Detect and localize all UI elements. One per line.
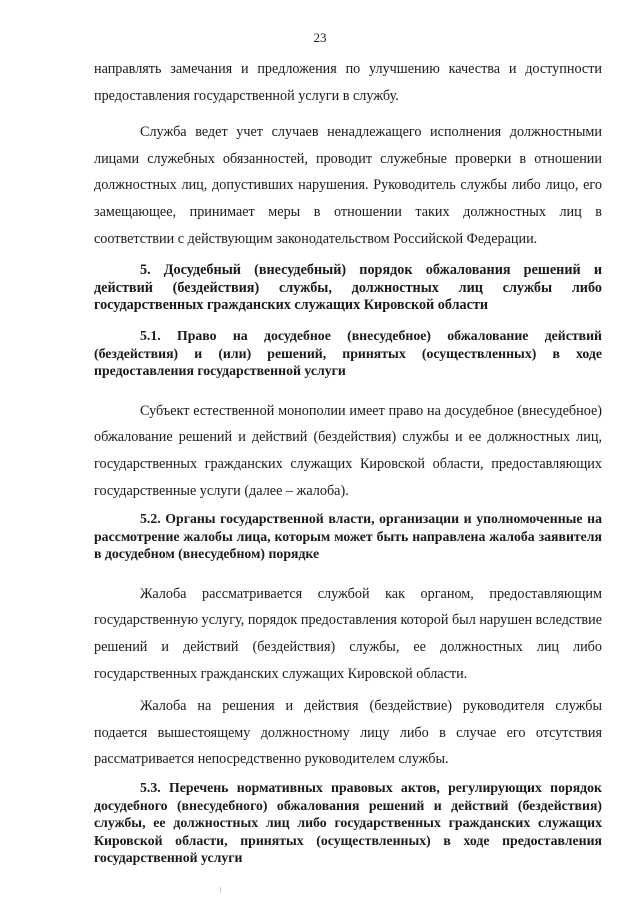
scan-artifact-mark [220,887,221,893]
subsection-heading-5-1: 5.1. Право на досудебное (внесудебное) обжалование действий (бездействия) и (или) решений, принятых (осуществленных) в ходе предоставления государственной услуги [94,327,602,379]
subsection-heading-5-2: 5.2. Органы государственной власти, организации и уполномоченные на рассмотрение жалобы лица, которым может быть направлена жалоба заявителя в досудебном (внесудебном) порядке [94,511,602,562]
paragraph-head-complaint: Жалоба на решения и действия (бездействие) руководителя службы подается вышестоящему должностному лицу либо в случае его отсутствия рассматривается непосредственно руководителем службы. [94,698,602,768]
paragraph-complaint-right: Субъект естественной монополии имеет право на досудебное (внесудебное) обжалование решений и действий (бездействия) службы и ее должностных лиц, государственных гражданских служащих Кировской области, предоставляющих государственные услуги (далее – жалоба). [94,402,602,499]
section-heading-5: 5. Досудебный (внесудебный) порядок обжалования решений и действий (бездействия) службы, должностных лиц службы либо государственных гражданских служащих Кировской области [94,262,602,314]
paragraph-service-accounting: Служба ведет учет случаев ненадлежащего исполнения должностными лицами служебных обязанностей, проводит служебные проверки в отношении должностных лиц, допустивших нарушения. Руководитель службы либо лицо, его замещающее, принимает меры в отношении таких должностных лиц в соответствии с действующим законодательством Российской Федерации. [94,124,602,247]
paragraph-complaint-review: Жалоба рассматривается службой как органом, предоставляющим государственную услугу, порядок предоставления которой был нарушен вследствие решений и действий (бездействия) службы, ее должностных лиц либо государственных гражданских служащих Кировской области. [94,585,602,682]
page-number: 23 [313,30,327,45]
subsection-heading-5-3: 5.3. Перечень нормативных правовых актов, регулирующих порядок досудебного (внесудебного) обжалования решений и действий (бездействия) службы, ее должностных лиц либо государственных гражданских служащих Кировской области, принятых (осуществленных) в ходе предоставления государственной услуги [94,780,602,866]
paragraph-continuation: направлять замечания и предложения по улучшению качества и доступности предоставления государственной услуги в службу. [94,61,602,104]
document-body [94,56,602,867]
